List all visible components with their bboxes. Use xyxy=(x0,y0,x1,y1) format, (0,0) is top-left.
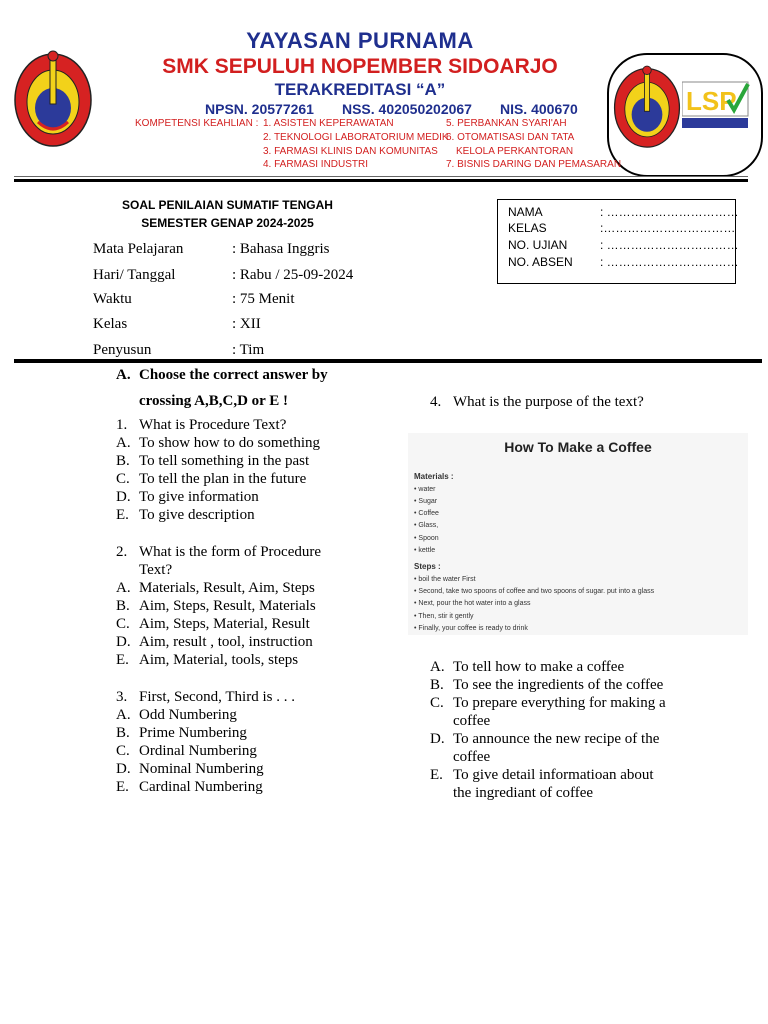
q3-option-e[interactable]: E. Cardinal Numbering xyxy=(116,779,263,795)
q1-option-a[interactable]: A. To show how to do something xyxy=(116,435,321,451)
question-3: 3. First, Second, Third is . . . xyxy=(116,689,295,705)
q4-option-d[interactable]: D. To announce the new recipe of the coffee xyxy=(430,731,660,765)
competency-5: 5. PERBANKAN SYARI'AH xyxy=(446,118,567,129)
q1-option-e[interactable]: E. To give description xyxy=(116,507,255,523)
q4-option-e[interactable]: E. To give detail informatioan about the ingrediant of coffee xyxy=(430,767,654,801)
q3-option-a[interactable]: A. Odd Numbering xyxy=(116,707,237,723)
info-date: Hari/ Tanggal : Rabu / 25-09-2024 xyxy=(93,267,354,283)
q2-option-a[interactable]: A. Materials, Result, Aim, Steps xyxy=(116,580,315,596)
material-item: • kettle xyxy=(414,547,436,554)
left-column xyxy=(116,417,406,817)
school-logo-left xyxy=(12,48,94,150)
q4-option-c[interactable]: C. To prepare everything for making a coffee xyxy=(430,695,666,729)
info-author: Penyusun : Tim xyxy=(93,342,265,358)
coffee-procedure-image xyxy=(408,433,748,635)
student-id-box xyxy=(497,199,739,284)
info-duration: Waktu : 75 Menit xyxy=(93,291,295,307)
competency-7: 7. BISNIS DARING DAN PEMASARAN xyxy=(446,159,622,170)
material-item: • water xyxy=(414,486,436,493)
q4-options xyxy=(430,659,730,809)
step-item: • Next, pour the hot water into a glass xyxy=(414,600,531,607)
step-item: • Finally, your coffee is ready to drink xyxy=(414,625,528,632)
school-name: SMK SEPULUH NOPEMBER SIDOARJO xyxy=(162,55,558,78)
question-1: 1. What is Procedure Text? xyxy=(116,417,287,433)
question-4: 4. What is the purpose of the text? xyxy=(430,394,644,410)
q2-option-c[interactable]: C. Aim, Steps, Material, Result xyxy=(116,616,310,632)
section-a-instruction: crossing A,B,C,D or E ! xyxy=(139,393,289,409)
material-item: • Spoon xyxy=(414,535,439,542)
nss: NSS. 402050202067 xyxy=(341,101,472,117)
competency-4: 4. FARMASI INDUSTRI xyxy=(263,159,369,170)
competency-label: KOMPETENSI KEAHLIAN : xyxy=(135,118,259,129)
info-class: Kelas : XII xyxy=(93,316,261,332)
q1-option-c[interactable]: C. To tell the plan in the future xyxy=(116,471,307,487)
accreditation: TERAKREDITASI “A” xyxy=(274,80,446,99)
school-ids xyxy=(205,101,606,117)
info-divider xyxy=(14,359,762,363)
q2-option-e[interactable]: E. Aim, Material, tools, steps xyxy=(116,652,299,668)
material-item: • Glass, xyxy=(414,522,439,529)
lsp-logo xyxy=(682,80,752,132)
q1-option-b[interactable]: B. To tell something in the past xyxy=(116,453,310,469)
nis: NIS. 400670 xyxy=(499,101,578,117)
lsp-mark-icon xyxy=(682,80,752,132)
q4-option-b[interactable]: B. To see the ingredients of the coffee xyxy=(430,677,664,693)
steps-label: Steps : xyxy=(414,562,441,571)
q3-option-b[interactable]: B. Prime Numbering xyxy=(116,725,247,741)
exam-title-1: SOAL PENILAIAN SUMATIF TENGAH xyxy=(122,198,333,212)
school-logo-right xyxy=(612,62,682,152)
step-item: • Then, stir it gently xyxy=(414,613,474,620)
step-item: • Second, take two spoons of coffee and two spoons of sugar. put into a glass xyxy=(414,588,655,595)
q2-option-b[interactable]: B. Aim, Steps, Result, Materials xyxy=(116,598,316,614)
step-item: • boil the water First xyxy=(414,576,476,583)
question-2: 2. What is the form of Procedure Text? xyxy=(116,544,322,578)
material-item: • Coffee xyxy=(414,510,439,517)
materials-label: Materials : xyxy=(414,472,454,481)
q3-option-d[interactable]: D. Nominal Numbering xyxy=(116,761,264,777)
competency-1: 1. ASISTEN KEPERAWATAN xyxy=(263,118,394,129)
coffee-title: How To Make a Coffee xyxy=(504,439,652,455)
material-item: • Sugar xyxy=(414,498,438,505)
competency-2: 2. TEKNOLOGI LABORATORIUM MEDIK xyxy=(263,132,449,143)
id-row-kelas[interactable]: KELAS :…………………………… xyxy=(508,221,736,235)
header-divider xyxy=(14,179,748,182)
exam-title-2: SEMESTER GENAP 2024-2025 xyxy=(141,216,314,230)
id-row-nama[interactable]: NAMA : …………………………… xyxy=(508,205,739,219)
competency-3: 3. FARMASI KLINIS DAN KOMUNITAS xyxy=(263,146,438,157)
competency-6b: KELOLA PERKANTORAN xyxy=(456,146,574,157)
svg-text:LSP: LSP xyxy=(686,86,737,116)
q1-option-d[interactable]: D. To give information xyxy=(116,489,259,505)
q4-option-a[interactable]: A. To tell how to make a coffee xyxy=(430,659,625,675)
competency-6: 6. OTOMATISASI DAN TATA xyxy=(446,132,575,143)
q3-option-c[interactable]: C. Ordinal Numbering xyxy=(116,743,257,759)
header-divider-thin xyxy=(14,176,748,177)
q2-option-d[interactable]: D. Aim, result , tool, instruction xyxy=(116,634,313,650)
foundation-name: YAYASAN PURNAMA xyxy=(246,28,474,53)
id-row-no-ujian[interactable]: NO. UJIAN : …………………………… xyxy=(508,238,739,252)
id-row-no-absen[interactable]: NO. ABSEN : …………………………… xyxy=(508,255,739,269)
info-subject: Mata Pelajaran : Bahasa Inggris xyxy=(93,241,330,257)
npsn: NPSN. 20577261 xyxy=(205,101,314,117)
